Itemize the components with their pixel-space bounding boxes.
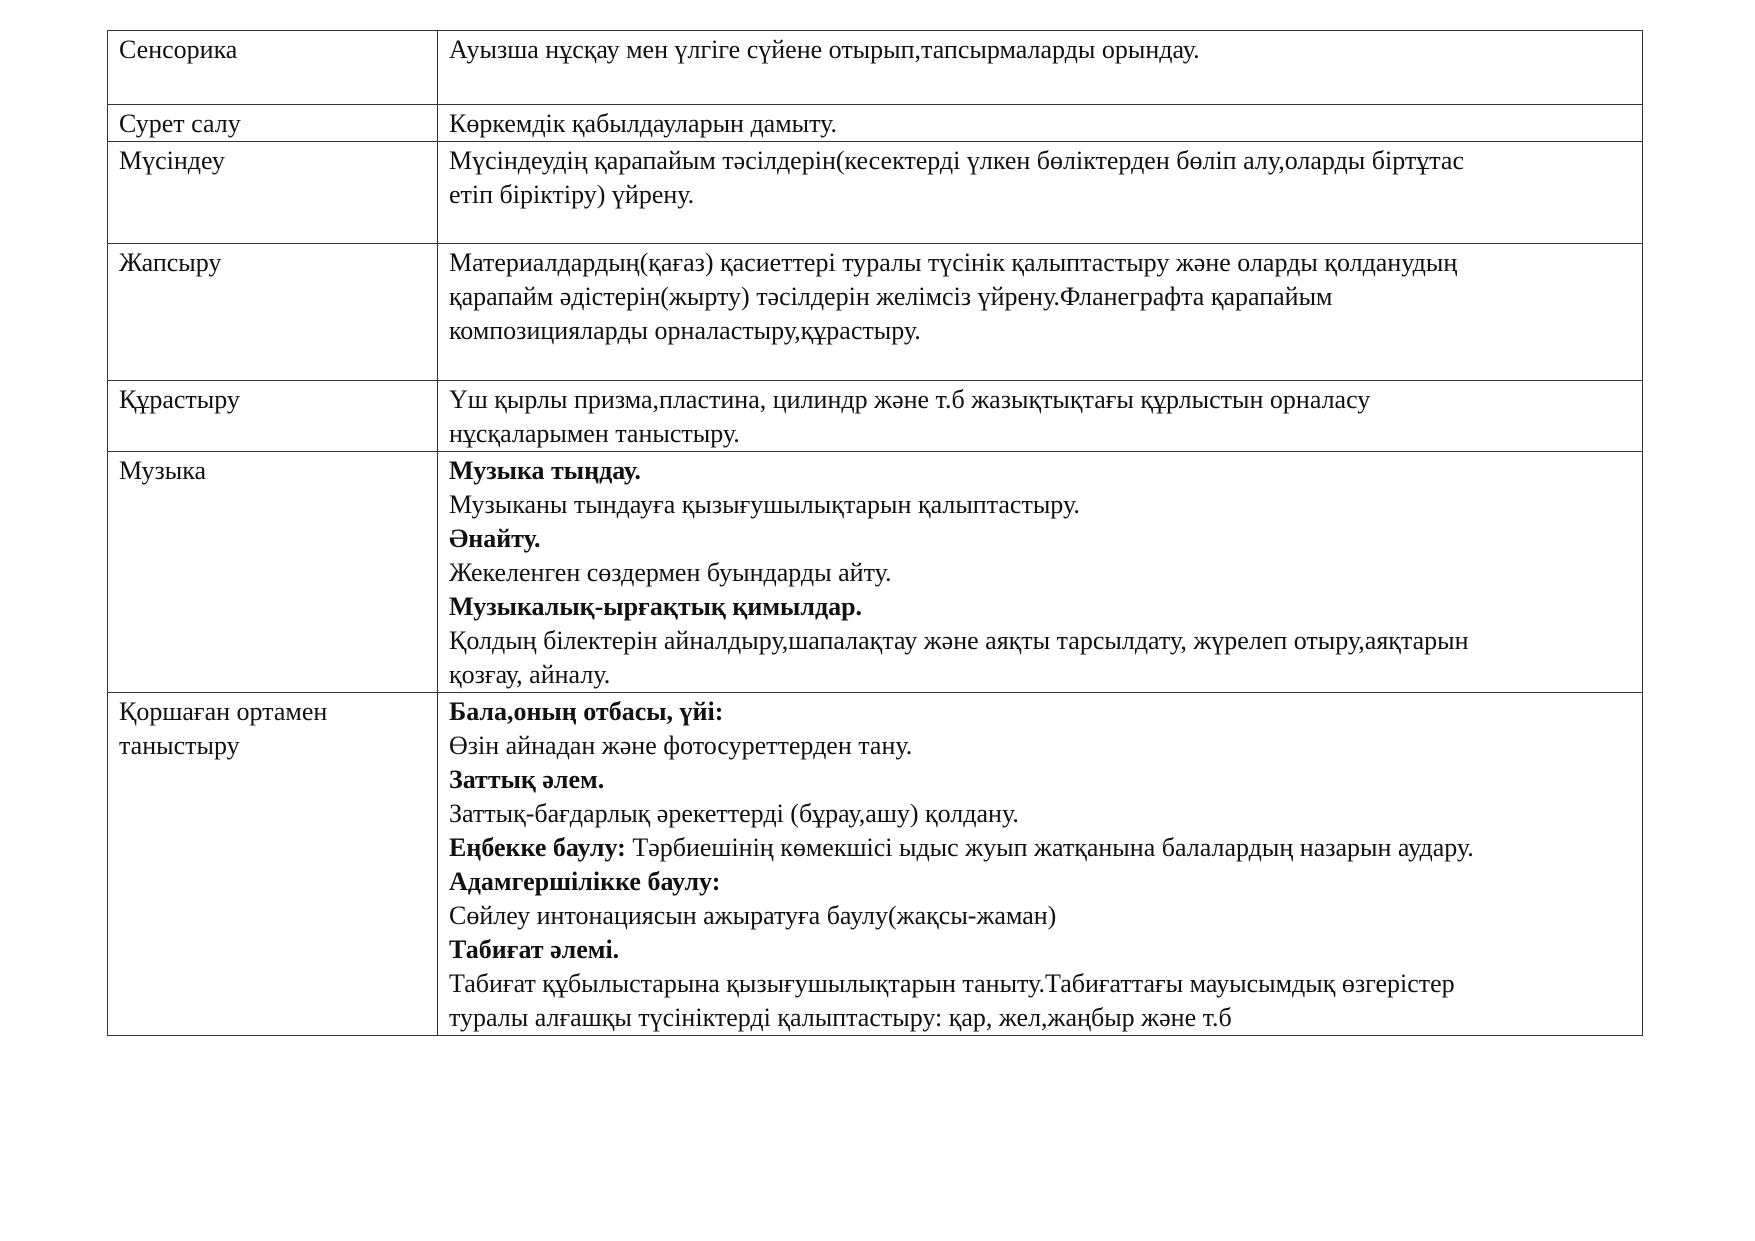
table-row (108, 244, 1643, 381)
subject-label-line: Қоршаған ортамен (119, 697, 328, 726)
content-line: нұсқаларымен таныстыру. (449, 419, 740, 448)
content-line: Мүсіндеудің қарапайым тәсілдерін(кесектерді үлкен бөліктерден бөліп алу,оларды біртұтас (449, 146, 1464, 175)
table-row (108, 105, 1643, 142)
section-heading: Табиғат әлемі. (449, 935, 620, 964)
section-heading: Бала,оның отбасы, үйі: (449, 697, 724, 726)
section-heading: Заттық әлем. (449, 765, 605, 794)
subject-label-line: таныстыру (119, 731, 240, 760)
subject-cell: Сурет салу (108, 105, 438, 142)
content-line: Жекеленген сөздермен буындарды айту. (449, 558, 892, 587)
content-line: Сөйлеу интонациясын ажыратуға баулу(жақсы-жаман) (449, 901, 1057, 930)
subject-cell: Жапсыру (108, 244, 438, 381)
content-line: Қолдың білектерін айналдыру,шапалақтау және аяқты тарсылдату, жүрелеп отыру,аяқтарын (449, 626, 1469, 655)
subject-cell: Мүсіндеу (108, 142, 438, 244)
content-line: Материалдардың(қағаз) қасиеттері туралы түсінік қалыптастыру және оларды қолданудың (449, 248, 1458, 277)
content-cell (438, 693, 1643, 1036)
content-line: композицияларды орналастыру,құрастыру. (449, 316, 921, 345)
table-row (108, 381, 1643, 452)
content-line: Көркемдік қабылдауларын дамыту. (449, 109, 838, 138)
section-heading: Музыка тыңдау. (449, 456, 641, 485)
table-row (108, 142, 1643, 244)
content-line: Үш қырлы призма,пластина, цилиндр және т.б жазықтықтағы құрлыстын орналасу (449, 385, 1371, 414)
content-cell (438, 31, 1643, 105)
inline-text: Тәрбиешінің көмекшісі ыдыс жуып жатқанына балалардың назарын аудару. (625, 833, 1474, 862)
content-cell (438, 105, 1643, 142)
content-line: Музыканы тындауға қызығушылықтарын қалыптастыру. (449, 490, 1080, 519)
table-row (108, 31, 1643, 105)
table-row (108, 452, 1643, 693)
subject-cell: Сенсорика (108, 31, 438, 105)
section-heading: Адамгершілікке баулу: (449, 867, 721, 896)
content-line: Ауызша нұсқау мен үлгіге сүйене отырып,тапсырмаларды орындау. (449, 35, 1200, 64)
content-line: Өзін айнадан және фотосуреттерден тану. (449, 731, 913, 760)
content-cell (438, 142, 1643, 244)
section-heading: Музыкалық-ырғақтық қимылдар. (449, 592, 863, 621)
inline-heading: Еңбекке баулу: (449, 833, 626, 862)
subject-cell: Құрастыру (108, 381, 438, 452)
content-cell (438, 381, 1643, 452)
content-cell (438, 244, 1643, 381)
section-heading: Әнайту. (449, 524, 541, 553)
content-line: етіп біріктіру) үйрену. (449, 180, 695, 209)
table-row (108, 693, 1643, 1036)
content-line (449, 831, 1632, 865)
subject-cell: Музыка (108, 452, 438, 693)
content-line: Заттық-бағдарлық әрекеттерді (бұрау,ашу) қолдану. (449, 799, 1019, 828)
subject-cell (108, 693, 438, 1036)
content-cell (438, 452, 1643, 693)
content-line: Табиғат құбылыстарына қызығушылықтарын таныту.Табиғаттағы мауысымдық өзгерістер (449, 969, 1455, 998)
content-line: туралы алғашқы түсініктерді қалыптастыру: қар, жел,жаңбыр және т.б (449, 1003, 1232, 1032)
curriculum-table (107, 30, 1643, 1036)
content-line: қозғау, айналу. (449, 660, 611, 689)
content-line: қарапайм әдістерін(жырту) тәсілдерін желімсіз үйрену.Фланеграфта қарапайым (449, 282, 1333, 311)
